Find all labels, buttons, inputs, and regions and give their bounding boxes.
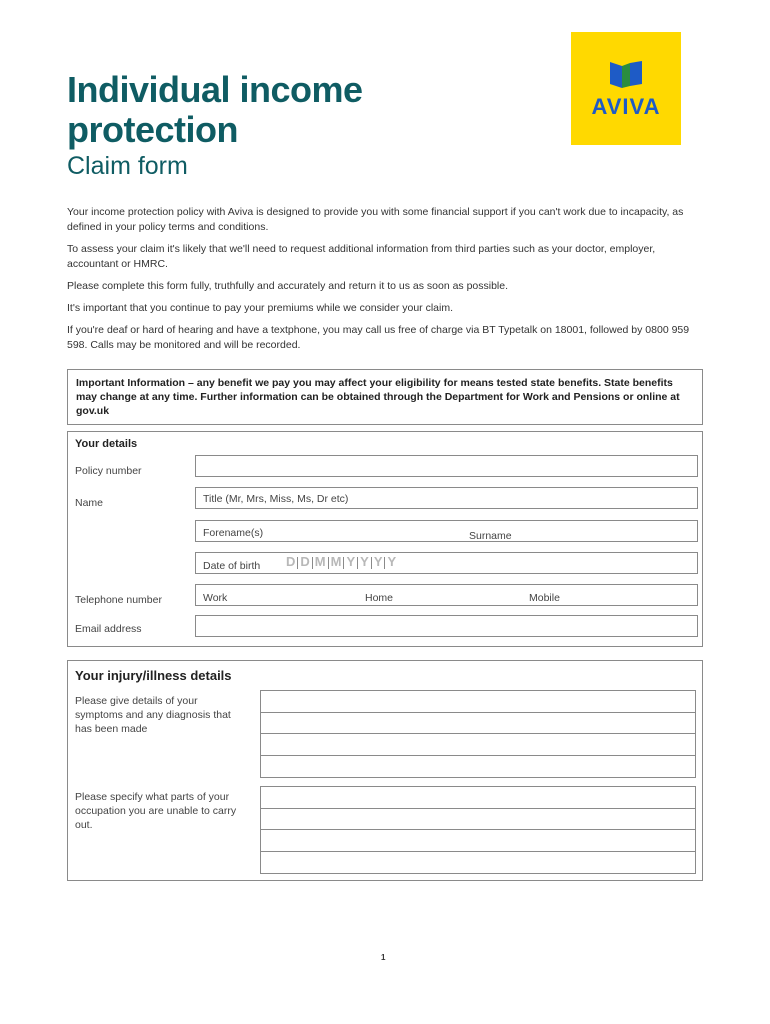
forename-surname-field[interactable] [195,520,698,542]
dob-char: Y [387,554,397,569]
page-title: Individual income protection [67,69,363,150]
surname-placeholder: Surname [469,530,512,542]
work-phone-placeholder: Work [203,592,228,604]
home-phone-placeholder: Home [365,592,394,604]
symptoms-label: Please give details of your symptoms and any diagnosis that has been made [75,695,231,735]
mobile-phone-placeholder: Mobile [529,592,560,604]
dob-char: D [286,554,296,569]
aviva-logo [571,32,681,145]
dob-char: Y [373,554,383,569]
page-number: 1 [381,953,386,962]
occupation-label: Please specify what parts of your occupation you are unable to carry out. [75,791,237,831]
policy-number-label: Policy number [75,465,142,477]
symptoms-field[interactable] [260,690,696,778]
title-placeholder: Title (Mr, Mrs, Miss, Ms, Dr etc) [203,493,349,505]
aviva-logo-mark [608,60,644,90]
logo-wordmark: AVIVA [591,94,661,119]
your-details-section [67,431,703,647]
dob-placeholder: Date of birth [203,560,261,572]
dob-char: M [330,554,342,569]
email-field[interactable] [195,615,698,637]
intro-paragraph: It's important that you continue to pay your premiums while we consider your claim. [67,302,454,314]
intro-paragraph: To assess your claim it's likely that we'll need to request additional information from third parties such as your doctor, employer, accountant or HMRC. [67,243,656,270]
email-label: Email address [75,623,142,635]
section-heading: Your injury/illness details [75,668,232,683]
date-of-birth-field[interactable] [195,552,698,574]
name-label: Name [75,497,104,509]
section-heading: Your details [75,438,138,450]
title-field[interactable] [195,487,698,509]
dob-char: Y [346,554,356,569]
dob-char: Y [360,554,369,569]
dob-boxes [284,554,398,569]
telephone-label: Telephone number [75,594,162,606]
occupation-field[interactable] [260,786,696,874]
intro-paragraph: Please complete this form fully, truthfully and accurately and return it to us as soon as possible. [67,280,509,292]
dob-char: D [300,554,310,569]
injury-illness-section [67,660,703,881]
page-subtitle: Claim form [67,152,188,180]
important-information-box: Important Information – any benefit we pay you may affect your eligibility for means tested state benefits. State benefits may change at any time. Further information can be obtained through the Department for Work and Pensions or online at gov.uk [67,369,703,425]
dob-char: M [314,554,326,569]
intro-paragraph: Your income protection policy with Aviva is designed to provide you with some financial support if you can't work due to incapacity, as defined in your policy terms and conditions. [67,206,684,233]
intro-paragraph: If you're deaf or hard of hearing and have a textphone, you may call us free of charge via BT Typetalk on 18001, followed by 0800 959 598. Calls may be monitored and will be recorded. [67,324,690,351]
policy-number-field[interactable] [195,455,698,477]
forename-placeholder: Forename(s) [203,527,264,539]
intro-text [67,205,707,360]
telephone-field[interactable] [195,584,698,606]
